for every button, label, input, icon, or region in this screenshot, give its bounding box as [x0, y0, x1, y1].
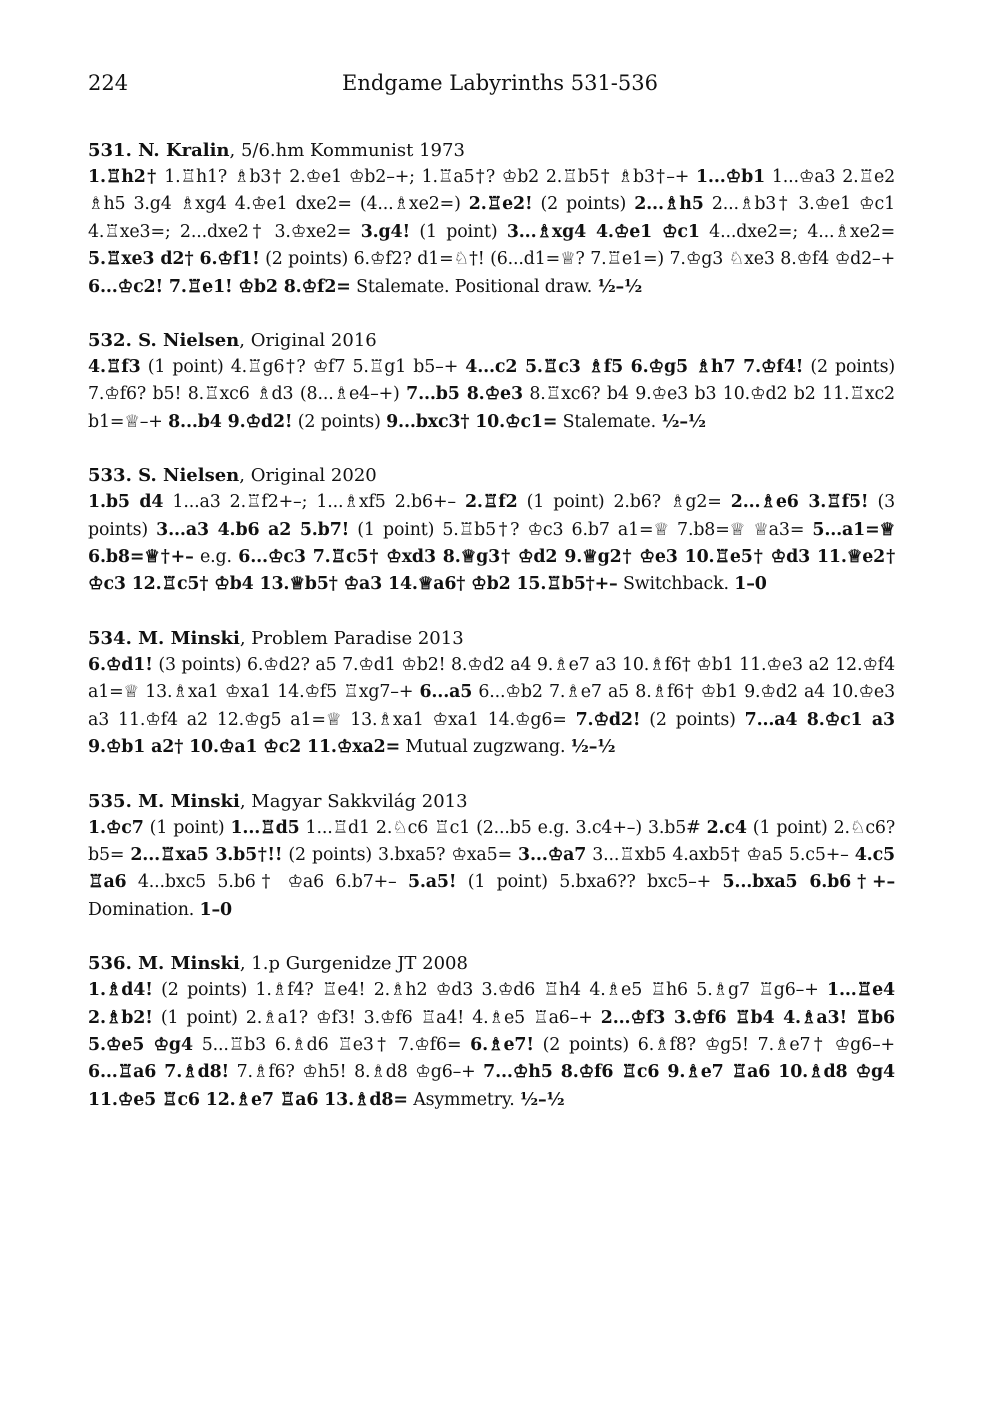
- main-line-move: 2.c4: [706, 817, 747, 838]
- annotation-text: (1 point) 5.bxa6?? bxc5–+: [456, 872, 723, 893]
- problem-list: [88, 137, 895, 1140]
- main-line-move: 1–0: [199, 899, 232, 920]
- main-line-move: 5.a5!: [407, 872, 457, 893]
- annotation-text: Stalemate. Positional draw.: [350, 276, 598, 297]
- annotation-text: (2 points) 3.bxa5? ♔xa5=: [282, 844, 519, 865]
- main-line-move: 1.b5 d4: [88, 492, 164, 513]
- problem-solution: [88, 354, 895, 436]
- main-line-move: 7...b5 8.♔e3: [406, 384, 523, 405]
- annotation-text: 6...♔b2 7.♗e7 a5 8.♗f6† ♔b1 9.♔d2 a4 10.♔e3 a3 11.♔f4 a2 12.♔g5 a1=♕ 13.♗xa1 ♔xa1 14.♔g6=: [88, 682, 895, 730]
- main-line-move: 1.♖h2†: [88, 167, 158, 187]
- annotation-text: Switchback.: [617, 574, 735, 595]
- main-line-move: 2...♗h5: [634, 194, 704, 215]
- annotation-text: e.g.: [193, 547, 239, 568]
- main-line-move: 2...♖xa5 3.b5†!!: [130, 844, 283, 865]
- problem-source: , Problem Paradise 2013: [239, 627, 464, 649]
- problem-solution: [88, 815, 895, 925]
- main-line-move: 3...a3 4.b6 a2 5.b7!: [156, 519, 350, 540]
- problem-number-author: 536. M. Minski: [88, 953, 240, 975]
- annotation-text: (3 points) 6.♔d2? a5 7.♔d1 ♔b2! 8.♔d2 a4 9.♗e7 a3 10.♗f6† ♔b1 11.♔e3 a2 12.♔f4 a1=♕ 13.♗xa1 ♔xa1 14.♔f5 ♖xg7–+: [88, 654, 895, 703]
- annotation-text: (1 point): [410, 221, 507, 242]
- problem-heading: [88, 462, 895, 489]
- main-line-move: 6.♔d1!: [88, 654, 153, 675]
- annotation-text: 1...a3 2.♖f2+–; 1...♗xf5 2.b6+–: [163, 492, 465, 513]
- annotation-text: Stalemate.: [557, 411, 662, 432]
- annotation-text: 7.♗f6? ♔h5! 8.♗d8 ♔g6–+: [229, 1062, 484, 1083]
- problem-heading: [88, 788, 895, 815]
- problem-solution: [88, 652, 895, 762]
- problem-number-author: 535. M. Minski: [88, 790, 240, 812]
- problem-heading: [88, 950, 895, 977]
- annotation-text: (1 point) 2.♘c6? b5=: [88, 817, 895, 865]
- main-line-move: 3...♗xg4 4.♔e1 ♔c1: [506, 221, 700, 242]
- annotation-text: (2 points): [532, 194, 635, 215]
- problem-entry: [88, 137, 895, 301]
- main-line-move: ½–½: [570, 737, 616, 758]
- annotation-text: (2 points) 6.♗f8? ♔g5! 7.♗e7† ♔g6–+: [533, 1034, 895, 1055]
- main-line-move: 3.g4!: [360, 221, 410, 242]
- page-number: 224: [88, 71, 129, 95]
- main-line-move: 6.♗e7!: [470, 1034, 534, 1055]
- annotation-text: 4...dxe2=; 4...♗xe2=: [699, 221, 896, 242]
- annotation-text: (1 point): [143, 817, 231, 838]
- main-line-move: 5.♖xe3 d2† 6.♔f1!: [88, 249, 260, 270]
- problem-source: , Magyar Sakkvilág 2013: [239, 790, 468, 812]
- problem-heading: [88, 327, 895, 354]
- main-line-move: 1...♖e4 2.♗b2!: [88, 980, 895, 1028]
- main-line-move: 7...♔h5 8.♔f6 ♖c6 9.♗e7 ♖a6 10.♗d8 ♔g4 11.♔e5 ♖c6 12.♗e7 ♖a6 13.♗d8=: [88, 1062, 895, 1110]
- annotation-text: (1 point) 2.♗a1? ♔f3! 3.♔f6 ♖a4! 4.♗e5 ♖a6–+: [152, 1007, 601, 1028]
- main-line-move: 1...♖d5: [230, 817, 300, 838]
- problem-number-author: 533. S. Nielsen: [88, 465, 240, 487]
- main-line-move: 6...♔c2! 7.♖e1! ♔b2 8.♔f2=: [88, 276, 351, 297]
- problem-number-author: 532. S. Nielsen: [88, 330, 240, 352]
- annotation-text: 1.♖h1? ♗b3† 2.♔e1 ♔b2–+; 1.♖a5†? ♔b2 2.♖b5† ♗b3†–+: [157, 167, 696, 187]
- problem-entry: [88, 462, 895, 599]
- annotation-text: (3 points): [88, 492, 895, 540]
- annotation-text: (1 point) 5.♖b5†? ♔c3 6.b7 a1=♕ 7.b8=♕ ♕a3=: [349, 519, 813, 540]
- annotation-text: Mutual zugzwang.: [400, 737, 571, 758]
- annotation-text: 1...♔a3 2.♖e2 ♗h5 3.g4 ♗xg4 4.♔e1 dxe2= (4...♗xe2=): [88, 167, 896, 215]
- annotation-text: 8.♖xc6? b4 9.♔e3 b3 10.♔d2 b2 11.♖xc2 b1=♕–+: [88, 384, 895, 432]
- main-line-move: 4...c2 5.♖c3 ♗f5 6.♔g5 ♗h7 7.♔f4!: [465, 357, 804, 378]
- main-line-move: 1...♔b1: [695, 167, 766, 187]
- main-line-move: 4.♖f3: [88, 357, 141, 378]
- problem-source: , Original 2016: [239, 330, 377, 352]
- main-line-move: 7.♔d2!: [575, 709, 641, 730]
- main-line-move: 3...♔a7: [518, 844, 587, 865]
- annotation-text: (1 point) 4.♖g6†? ♔f7 5.♖g1 b5–+: [140, 357, 466, 378]
- problem-source: , Original 2020: [239, 465, 377, 487]
- main-line-move: 1–0: [734, 574, 767, 595]
- problem-heading: [88, 625, 895, 652]
- main-line-move: ½–½: [520, 1089, 565, 1110]
- main-line-move: 2.♖f2: [464, 492, 518, 513]
- annotation-text: (2 points) 1.♗f4? ♖e4! 2.♗h2 ♔d3 3.♔d6 ♖h4 4.♗e5 ♖h6 5.♗g7 ♖g6–+: [152, 980, 828, 1001]
- main-line-move: 6...♔c3 7.♖c5† ♔xd3 8.♕g3† ♔d2 9.♕g2† ♔e3 10.♖e5† ♔d3 11.♕e2† ♔c3 12.♖c5† ♔b4 13.♕b5† ♔a3 14.♕a6† ♔b2 15.♖b5†+–: [88, 547, 896, 595]
- annotation-text: (2 points): [292, 411, 387, 432]
- main-line-move: ½–½: [597, 276, 643, 297]
- main-line-move: 2.♖e2!: [468, 194, 533, 215]
- annotation-text: Domination.: [88, 899, 200, 920]
- problem-heading: [88, 137, 895, 164]
- main-line-move: 5...bxa5 6.b6†+–: [722, 872, 896, 893]
- main-line-move: 5...a1=♕ 6.b8=♕†+–: [88, 519, 895, 568]
- main-line-move: 9...bxc3† 10.♔c1=: [386, 411, 558, 432]
- annotation-text: (1 point) 2.b6? ♗g2=: [517, 492, 731, 513]
- main-line-move: 8...b4 9.♔d2!: [168, 411, 293, 432]
- main-line-move: 1.♔c7: [88, 817, 144, 838]
- main-line-move: ½–½: [661, 411, 706, 432]
- problem-entry: [88, 950, 895, 1114]
- annotation-text: (2 points) 6.♔f2? d1=♘†! (6...d1=♕? 7.♖e1=) 7.♔g3 ♘xe3 8.♔f4 ♔d2–+: [259, 249, 896, 270]
- problem-entry: [88, 788, 895, 925]
- problem-entry: [88, 327, 895, 436]
- annotation-text: (2 points) 7.♔f6? b5! 8.♖xc6 ♗d3 (8...♗e4–+): [88, 357, 896, 405]
- annotation-text: 2...♗b3† 3.♔e1 ♔c1 4.♖xe3=; 2...dxe2† 3.♔xe2=: [88, 194, 895, 242]
- annotation-text: (2 points): [640, 709, 745, 730]
- annotation-text: 4...bxc5 5.b6† ♔a6 6.b7+–: [126, 872, 408, 893]
- annotation-text: 5...♖b3 6.♗d6 ♖e3† 7.♔f6=: [192, 1034, 471, 1055]
- main-line-move: 4.c5 ♖a6: [88, 844, 895, 893]
- main-line-move: 2...♗e6 3.♖f5!: [730, 492, 869, 513]
- problem-source: , 1.p Gurgenidze JT 2008: [239, 953, 468, 975]
- running-title: Endgame Labyrinths 531-536: [341, 71, 658, 95]
- problem-source: , 5/6.hm Kommunist 1973: [229, 140, 465, 161]
- problem-solution: [88, 164, 895, 301]
- annotation-text: 3...♖xb5 4.axb5† ♔a5 5.c5+–: [586, 844, 855, 865]
- annotation-text: 1...♖d1 2.♘c6 ♖c1 (2...b5 e.g. 3.c4+–) 3.b5#: [299, 817, 707, 838]
- problem-solution: [88, 489, 895, 599]
- problem-number-author: 531. N. Kralin: [88, 140, 230, 161]
- main-line-move: 6...♖a6 7.♗d8!: [88, 1062, 230, 1083]
- problem-solution: [88, 977, 895, 1114]
- problem-entry: [88, 625, 895, 762]
- problem-number-author: 534. M. Minski: [88, 627, 240, 649]
- main-line-move: 2...♔f3 3.♔f6 ♖b4 4.♗a3! ♖b6 5.♔e5 ♔g4: [88, 1007, 895, 1055]
- main-line-move: 7...a4 8.♔c1 a3 9.♔b1 a2† 10.♔a1 ♔c2 11.♔xa2=: [88, 709, 896, 758]
- main-line-move: 1.♗d4!: [88, 980, 153, 1001]
- main-line-move: 6...a5: [419, 682, 473, 703]
- annotation-text: Asymmetry.: [407, 1089, 520, 1110]
